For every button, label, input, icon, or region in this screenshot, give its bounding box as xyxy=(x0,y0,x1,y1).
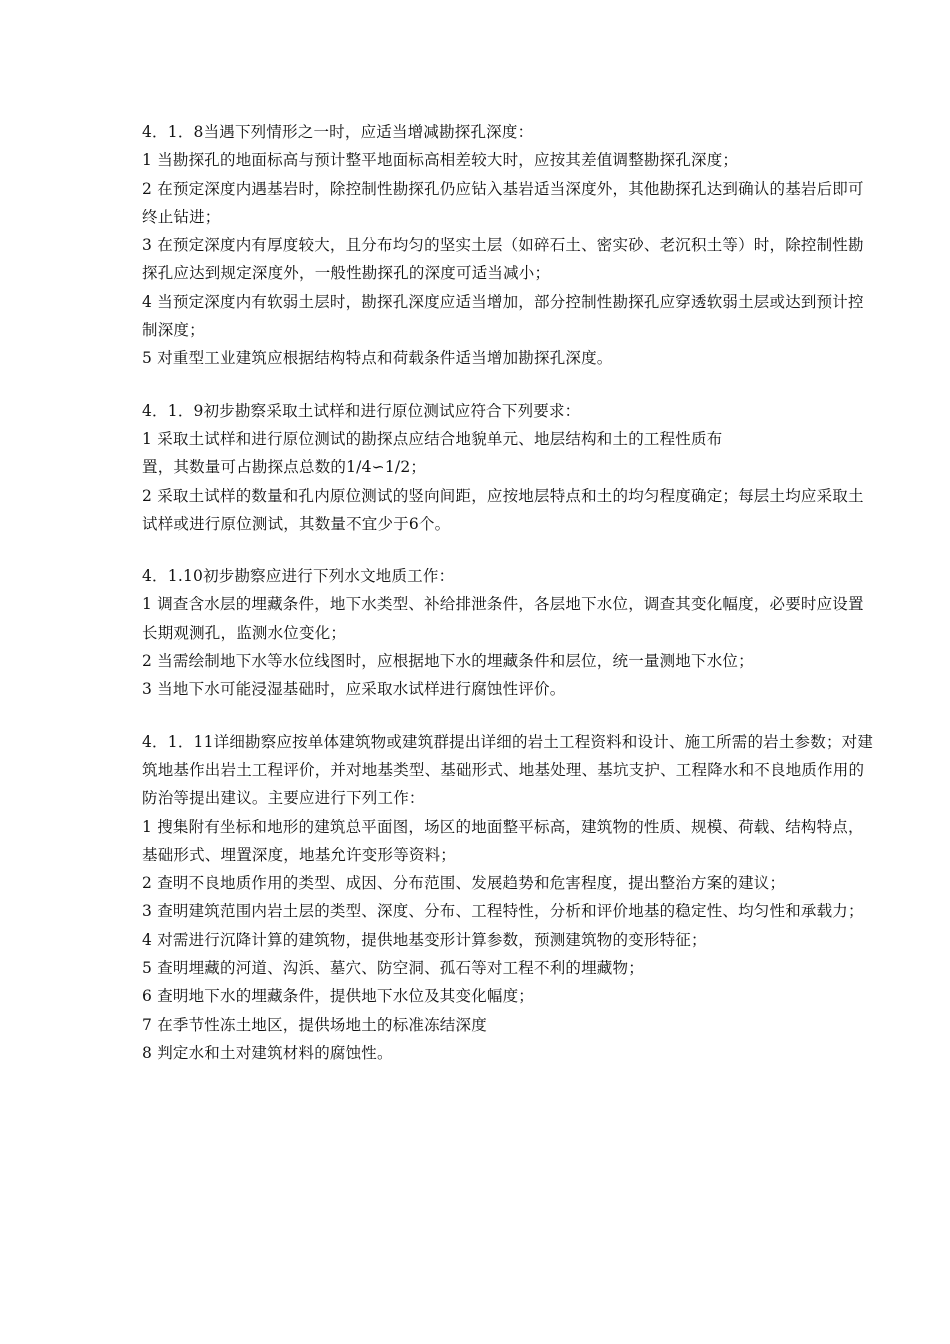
paragraph-line: 基础形式、埋置深度，地基允许变形等资料； xyxy=(142,845,457,864)
paragraph-line: 2 查明不良地质作用的类型、成因、分布范围、发展趋势和危害程度，提出整治方案的建议； xyxy=(142,874,786,893)
paragraph-line: 5 查明埋藏的河道、沟浜、墓穴、防空洞、孤石等对工程不利的埋藏物； xyxy=(142,959,644,978)
section-4-1-9 xyxy=(142,397,928,538)
clause-heading: 4．1．8当遇下列情形之一时，应适当增减勘探孔深度： xyxy=(142,123,534,141)
paragraph-line: 1 搜集附有坐标和地形的建筑总平面图，场区的地面整平标高，建筑物的性质、规模、荷载、结构特点， xyxy=(142,817,864,836)
paragraph-line: 3 在预定深度内有厚度较大，且分布均匀的坚实土层（如碎石土、密实砂、老沉积土等）时，除控制性勘 xyxy=(142,236,864,255)
paragraph-line: 6 查明地下水的埋藏条件，提供地下水位及其变化幅度； xyxy=(142,987,534,1006)
section-4-1-8 xyxy=(142,118,928,373)
paragraph-line: 2 当需绘制地下水等水位线图时，应根据地下水的埋藏条件和层位，统一量测地下水位； xyxy=(142,652,754,671)
paragraph-line: 试样或进行原位测试，其数量不宜少于6个。 xyxy=(142,514,451,533)
paragraph-line: 5 对重型工业建筑应根据结构特点和荷载条件适当增加勘探孔深度。 xyxy=(142,349,613,368)
paragraph-line: 4 当预定深度内有软弱土层时，勘探孔深度应适当增加，部分控制性勘探孔应穿透软弱土层或达到预计控 xyxy=(142,292,864,311)
section-4-1-10 xyxy=(142,562,928,703)
paragraph-line: 4 对需进行沉降计算的建筑物，提供地基变形计算参数，预测建筑物的变形特征； xyxy=(142,930,707,949)
paragraph-line: 1 采取土试样和进行原位测试的勘探点应结合地貌单元、地层结构和土的工程性质布 xyxy=(142,429,723,448)
paragraph-line: 探孔应达到规定深度外，一般性勘探孔的深度可适当减小； xyxy=(142,264,551,283)
paragraph-line: 筑地基作出岩土工程评价，并对地基类型、基础形式、地基处理、基坑支护、工程降水和不良地质作用的 xyxy=(142,760,865,779)
paragraph-line: 7 在季节性冻土地区，提供场地土的标准冻结深度 xyxy=(142,1015,487,1034)
paragraph-line: 2 采取土试样的数量和孔内原位测试的竖向间距，应按地层特点和土的均匀程度确定；每层土均应采取土 xyxy=(142,486,864,505)
paragraph-line: 8 判定水和土对建筑材料的腐蚀性。 xyxy=(142,1043,393,1062)
paragraph-line: 3 查明建筑范围内岩土层的类型、深度、分布、工程特性，分析和评价地基的稳定性、均匀性和承载力； xyxy=(142,902,864,921)
paragraph-line: 2 在预定深度内遇基岩时，除控制性勘探孔仍应钻入基岩适当深度外，其他勘探孔达到确认的基岩后即可 xyxy=(142,179,864,198)
paragraph-line: 3 当地下水可能浸湿基础时，应采取水试样进行腐蚀性评价。 xyxy=(142,680,566,699)
paragraph-line: 置，其数量可占勘探点总数的1/4∽1/2； xyxy=(142,458,427,477)
paragraph-line: 1 当勘探孔的地面标高与预计整平地面标高相差较大时，应按其差值调整勘探孔深度； xyxy=(142,151,739,170)
paragraph-line: 防治等提出建议。主要应进行下列工作： xyxy=(142,789,425,808)
document-page xyxy=(142,118,928,1091)
clause-heading: 4．1．11详细勘察应按单体建筑物或建筑群提出详细的岩土工程资料和设计、施工所需的岩土参数；对建 xyxy=(142,732,874,751)
clause-heading: 4．1.10初步勘察应进行下列水文地质工作： xyxy=(142,567,455,586)
paragraph-line: 1 调查含水层的埋藏条件，地下水类型、补给排泄条件，各层地下水位，调查其变化幅度，必要时应设置 xyxy=(142,595,864,614)
paragraph-line: 终止钻进； xyxy=(142,207,221,226)
paragraph-line: 制深度； xyxy=(142,321,205,340)
clause-heading: 4．1．9初步勘察采取土试样和进行原位测试应符合下列要求： xyxy=(142,401,581,420)
section-4-1-11 xyxy=(142,728,928,1068)
paragraph-line: 长期观测孔，监测水位变化； xyxy=(142,623,347,642)
